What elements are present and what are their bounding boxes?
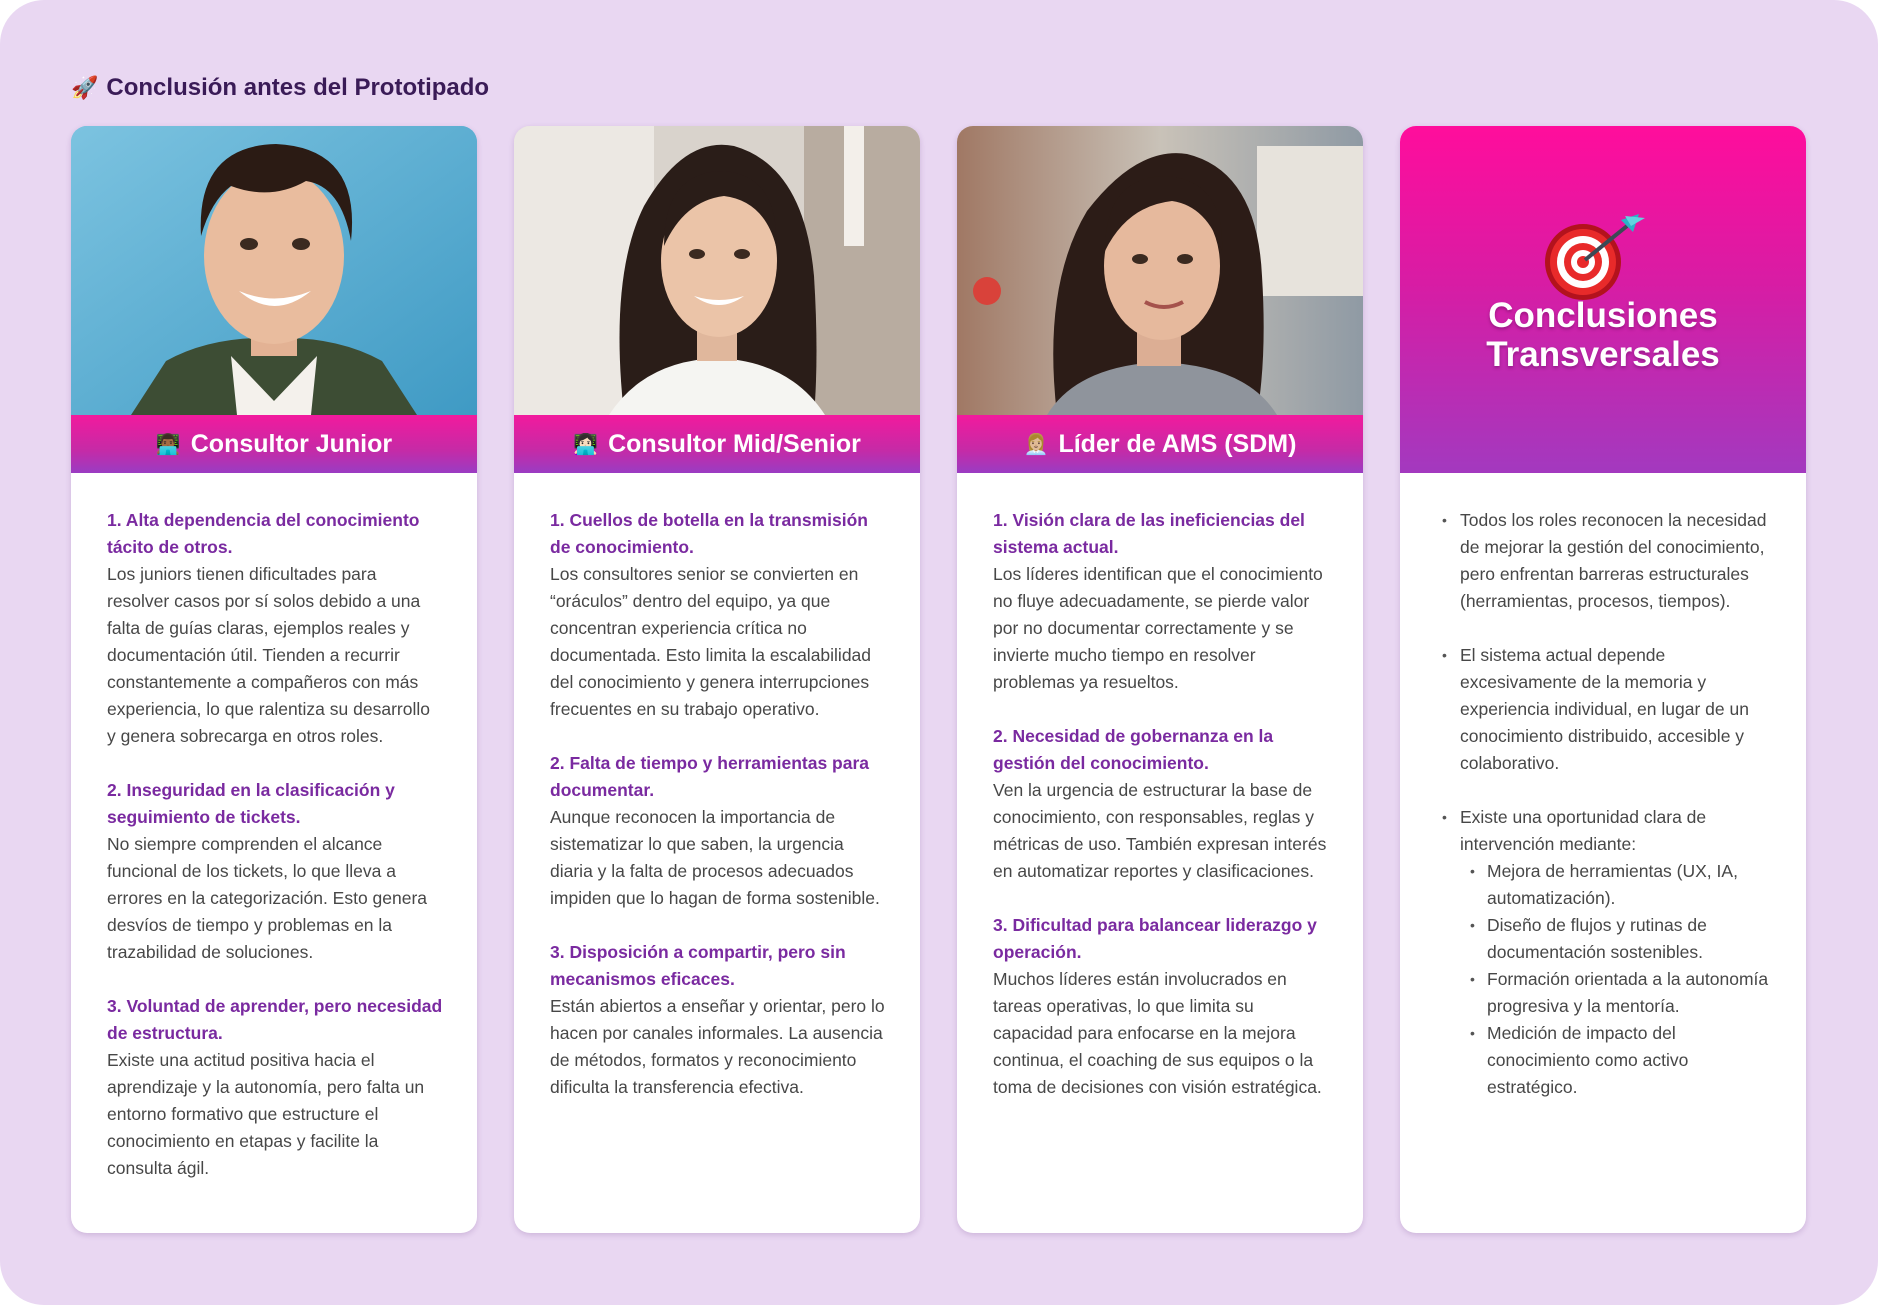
card-consultor-mid-senior: [514, 126, 920, 1233]
list-item: • Todos los roles reconocen la necesidad de mejorar la gestión del conocimiento, pero enfrentan barreras estructurales (herramientas, procesos, tiempos).: [1442, 507, 1776, 615]
conclusions-title-line2: Transversales: [1486, 335, 1720, 374]
finding-2: [550, 750, 886, 912]
sub-list-item: • Formación orientada a la autonomía progresiva y la mentoría.: [1470, 966, 1776, 1020]
finding-3: [107, 993, 443, 1182]
finding-text: Aunque reconocen la importancia de sistematizar lo que saben, la urgencia diaria y la falta de procesos adecuados impiden que lo hagan de forma sostenible.: [550, 807, 880, 908]
finding-heading: 2. Falta de tiempo y herramientas para documentar.: [550, 753, 870, 800]
finding-heading: 1. Visión clara de las ineficiencias del sistema actual.: [993, 510, 1305, 557]
finding-text: Muchos líderes están involucrados en tareas operativas, lo que limita su capacidad para enfocarse en la mejora continua, el coaching de sus equipos o la toma de decisiones con visión estratégica.: [993, 969, 1322, 1097]
finding-heading: 1. Alta dependencia del conocimiento tácito de otros.: [107, 510, 420, 557]
conclusions-hero: [1400, 126, 1806, 473]
finding-2: [107, 777, 443, 966]
office-worker-icon: 👩🏼‍💼: [1023, 433, 1049, 456]
finding-heading: 3. Disposición a compartir, pero sin mecanismos eficaces.: [550, 942, 846, 989]
finding-text: No siempre comprenden el alcance funcional de los tickets, lo que lleva a errores en la categorización. Esto genera desvíos de tiempo y problemas en la trazabilidad de soluciones.: [107, 834, 428, 962]
card-body: [993, 507, 1329, 1128]
role-title: Consultor Junior: [190, 429, 393, 458]
card-body: [107, 507, 443, 1209]
sub-list-item: • Medición de impacto del conocimiento como activo estratégico.: [1470, 1020, 1776, 1101]
finding-text: Existe una actitud positiva hacia el aprendizaje y la autonomía, pero falta un entorno formativo que estructure el conocimiento en etapas y facilite la consulta ágil.: [107, 1050, 425, 1178]
card-conclusiones-transversales: [1400, 126, 1806, 1233]
technologist-icon: 👩🏻‍💻: [573, 433, 599, 456]
finding-heading: 3. Voluntad de aprender, pero necesidad de estructura.: [107, 996, 443, 1043]
finding-3: [550, 939, 886, 1101]
lider-photo: [957, 126, 1363, 415]
technologist-icon: 👨🏾‍💻: [155, 433, 181, 456]
finding-3: [993, 912, 1329, 1101]
finding-heading: 3. Dificultad para balancear liderazgo y operación.: [993, 915, 1317, 962]
page-title: [71, 74, 489, 102]
role-bar-lider: [957, 415, 1363, 473]
page-title-text: Conclusión antes del Prototipado: [106, 74, 490, 101]
finding-1: [993, 507, 1329, 696]
finding-text: Los líderes identifican que el conocimiento no fluye adecuadamente, se pierde valor por no documentar correctamente y se invierte mucho tiempo en resolver problemas ya resueltos.: [993, 564, 1323, 692]
conclusions-title: [1400, 296, 1806, 374]
finding-heading: 2. Inseguridad en la clasificación y seguimiento de tickets.: [107, 780, 395, 827]
role-title: Consultor Mid/Senior: [608, 429, 861, 458]
finding-text: Ven la urgencia de estructurar la base de conocimiento, con responsables, reglas y métricas de uso. También expresan interés en automatizar reportes y clasificaciones.: [993, 780, 1327, 881]
rocket-icon: 🚀: [71, 75, 99, 100]
list-item: [1442, 804, 1776, 1101]
list-item: • El sistema actual depende excesivamente de la memoria y experiencia individual, en lugar de un conocimiento distribuido, accesible y colaborativo.: [1442, 642, 1776, 777]
sub-list-item: • Mejora de herramientas (UX, IA, automatización).: [1470, 858, 1776, 912]
finding-2: [993, 723, 1329, 885]
card-consultor-junior: [71, 126, 477, 1233]
finding-1: [550, 507, 886, 723]
finding-text: Los juniors tienen dificultades para resolver casos por sí solos debido a una falta de guías claras, ejemplos reales y documentación útil. Tienden a recurrir constantemente a compañeros con más experiencia, lo que ralentiza su desarrollo y genera sobrecarga en otros roles.: [107, 564, 430, 746]
role-title: Líder de AMS (SDM): [1058, 429, 1297, 458]
card-lider-ams: [957, 126, 1363, 1233]
conclusions-title-line1: Conclusiones: [1488, 296, 1718, 335]
finding-1: [107, 507, 443, 750]
finding-heading: 2. Necesidad de gobernanza en la gestión del conocimiento.: [993, 726, 1274, 773]
conclusions-list: [1442, 507, 1776, 1128]
mid-senior-photo: [514, 126, 920, 415]
finding-heading: 1. Cuellos de botella en la transmisión de conocimiento.: [550, 510, 868, 557]
finding-text: Están abiertos a enseñar y orientar, pero lo hacen por canales informales. La ausencia de métodos, formatos y reconocimiento dificulta la transferencia efectiva.: [550, 996, 885, 1097]
finding-text: Los consultores senior se convierten en “oráculos” dentro del equipo, ya que concentran experiencia crítica no documentada. Esto limita la escalabilidad del conocimiento y genera interrupciones frecuentes en su trabajo operativo.: [550, 564, 872, 719]
role-bar-junior: [71, 415, 477, 473]
sub-list-item: • Diseño de flujos y rutinas de documentación sostenibles.: [1470, 912, 1776, 966]
card-body: [550, 507, 886, 1128]
list-item-text: Existe una oportunidad clara de intervención mediante:: [1460, 807, 1707, 854]
junior-photo: [71, 126, 477, 415]
target-dart-icon: [1541, 214, 1645, 309]
role-bar-mid-senior: [514, 415, 920, 473]
